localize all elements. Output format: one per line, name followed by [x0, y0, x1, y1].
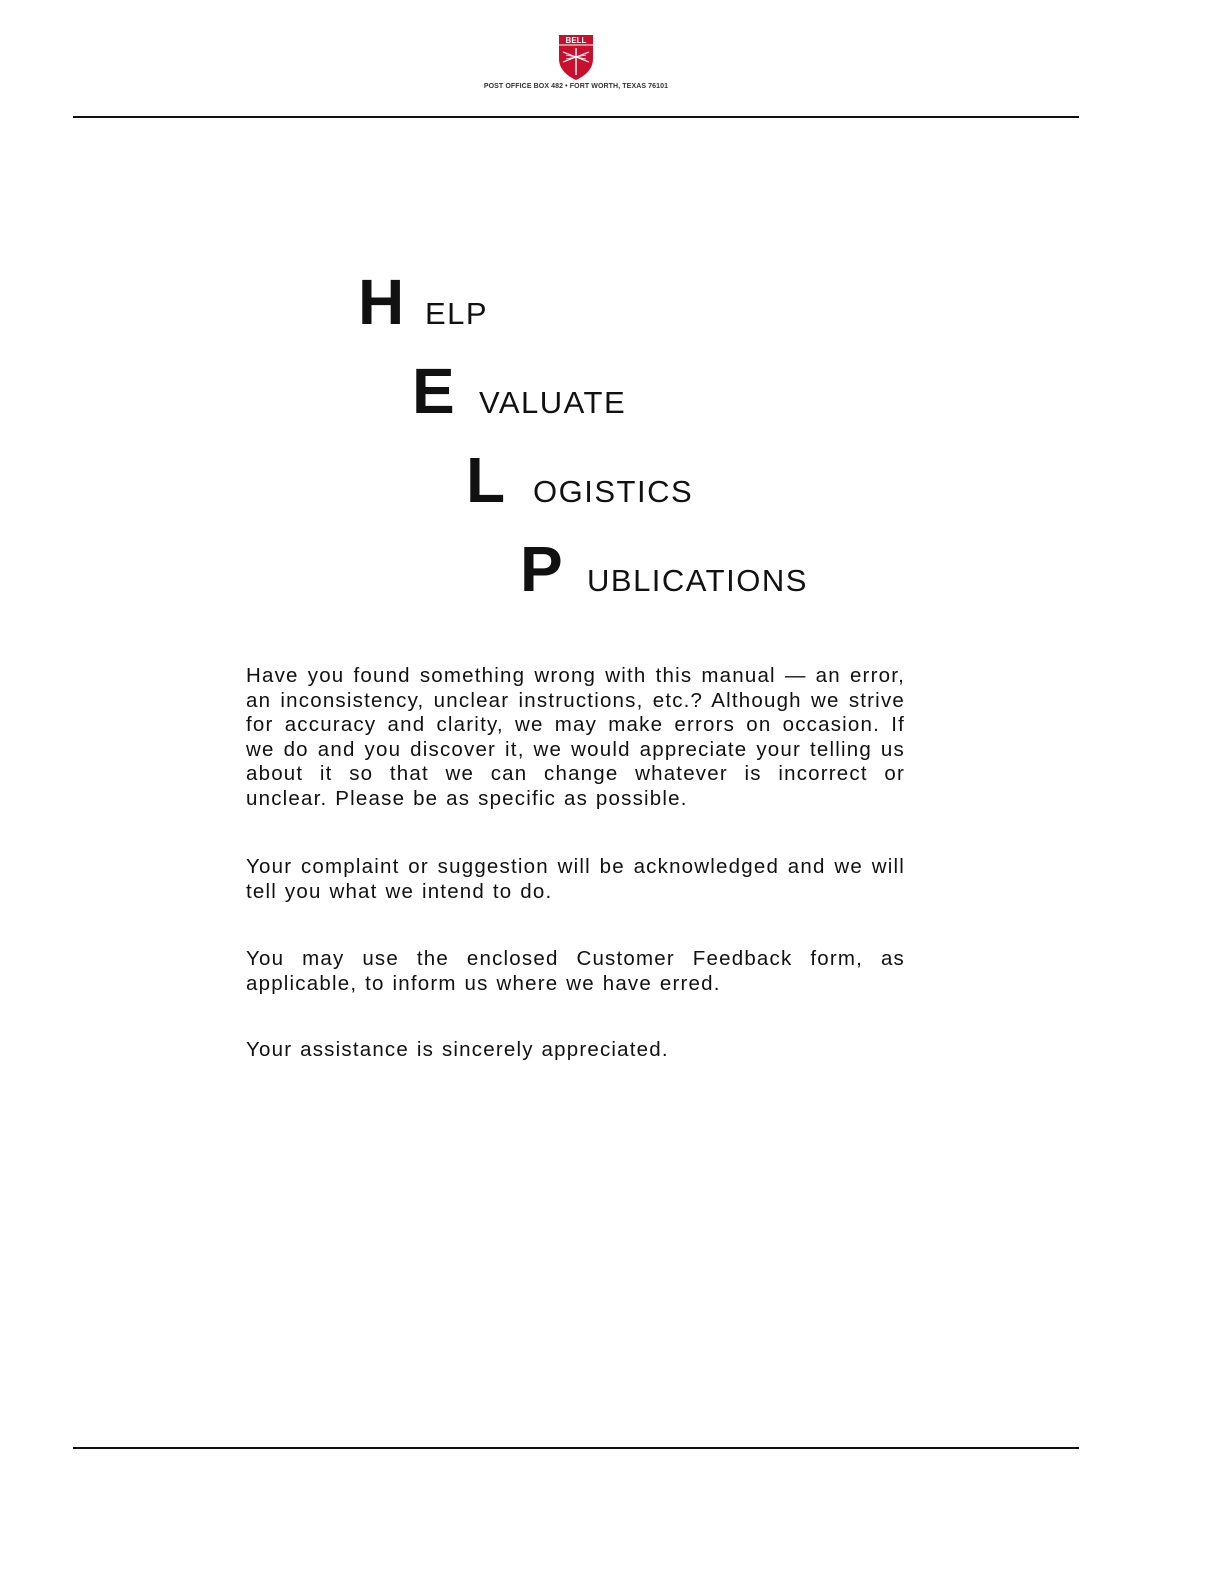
paragraph-feedback-form: You may use the enclosed Customer Feedback form, as applicable, to inform us where we have erred. — [246, 947, 905, 995]
acronym-line-publications — [520, 533, 808, 605]
acronym-word: VALUATE — [479, 385, 627, 420]
acronym-letter: E — [412, 355, 455, 427]
paragraph-intro: Have you found something wrong with this manual — an error, an inconsistency, unclear instructions, etc.? Although we strive for accuracy and clarity, we may make errors on occasion. If we do and you discover it, we would appreciate your telling us about it so that we can change whatever is incorrect or unclear. Please be as specific as possible. — [246, 664, 905, 810]
header-divider — [73, 116, 1079, 118]
acronym-letter: H — [358, 266, 405, 338]
acronym-letter: L — [466, 444, 506, 516]
bell-shield-icon — [557, 33, 595, 81]
acronym-word: OGISTICS — [533, 474, 694, 509]
logo-text: BELL — [565, 36, 587, 45]
acronym-line-logistics — [466, 444, 694, 516]
acronym-line-help — [358, 266, 489, 338]
paragraph-acknowledgement: Your complaint or suggestion will be acknowledged and we will tell you what we intend to do. — [246, 855, 905, 903]
bell-logo — [557, 33, 595, 81]
acronym-letter: P — [520, 533, 563, 605]
acronym-word: ELP — [425, 296, 489, 331]
company-address: POST OFFICE BOX 482 • FORT WORTH, TEXAS 76101 — [483, 83, 669, 90]
paragraph-closing: Your assistance is sincerely appreciated. — [246, 1038, 669, 1061]
footer-divider — [73, 1447, 1079, 1449]
acronym-line-evaluate — [412, 355, 627, 427]
acronym-word: UBLICATIONS — [587, 563, 808, 598]
